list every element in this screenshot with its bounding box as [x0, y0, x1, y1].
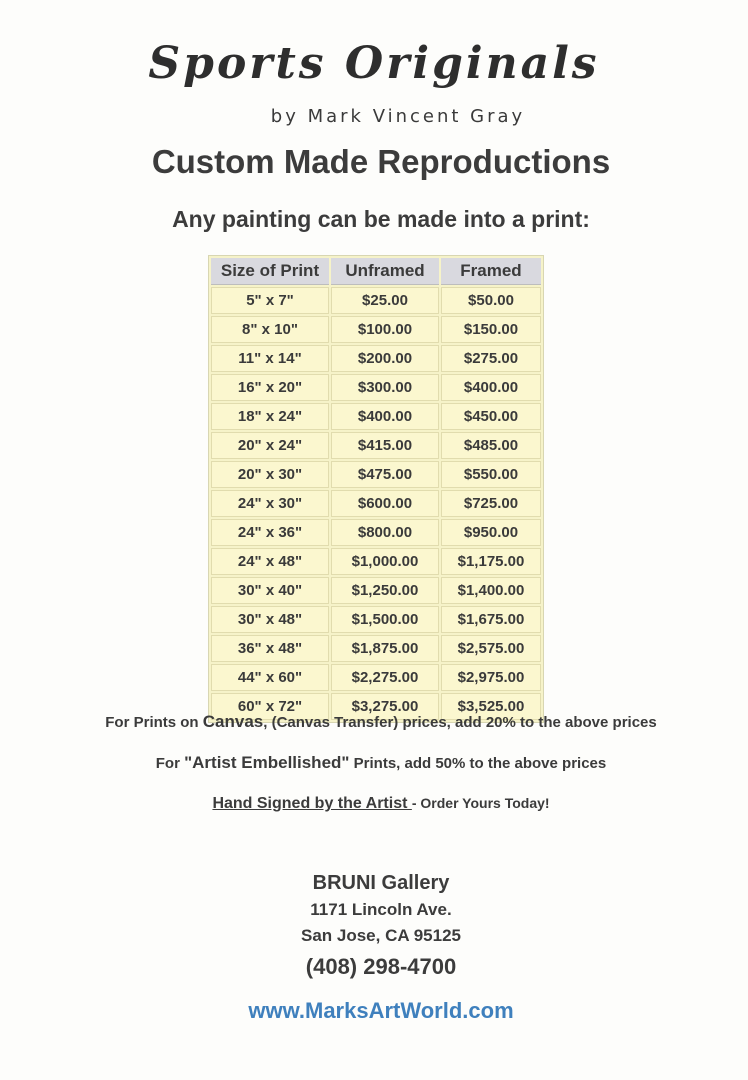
- cell-size: 5" x 7": [211, 287, 329, 314]
- cell-size: 24" x 30": [211, 490, 329, 517]
- column-header-framed: Framed: [441, 258, 541, 285]
- gallery-contact: [0, 872, 748, 984]
- cell-size: 60" x 72": [211, 693, 329, 720]
- cell-unframed: $415.00: [331, 432, 439, 459]
- cell-size: 30" x 40": [211, 577, 329, 604]
- cell-framed: $2,975.00: [441, 664, 541, 691]
- table-row: [211, 548, 541, 575]
- price-table-body: [211, 287, 541, 720]
- table-row: [211, 287, 541, 314]
- gallery-street: 1171 Lincoln Ave.: [310, 900, 452, 919]
- table-header-row: [211, 258, 541, 285]
- canvas-note: [0, 712, 748, 732]
- column-header-size: Size of Print: [211, 258, 329, 285]
- cell-framed: $1,400.00: [441, 577, 541, 604]
- order-today-text: - Order Yours Today!: [411, 795, 550, 811]
- cell-unframed: $475.00: [331, 461, 439, 488]
- table-row: [211, 316, 541, 343]
- website-link[interactable]: www.MarksArtWorld.com: [248, 998, 514, 1023]
- cell-framed: $1,175.00: [441, 548, 541, 575]
- cell-framed: $150.00: [441, 316, 541, 343]
- subheadline: Any painting can be made into a print:: [172, 206, 590, 232]
- cell-size: 24" x 48": [211, 548, 329, 575]
- table-row: [211, 635, 541, 662]
- cell-unframed: $3,275.00: [331, 693, 439, 720]
- cell-unframed: $800.00: [331, 519, 439, 546]
- cell-framed: $950.00: [441, 519, 541, 546]
- cell-framed: $50.00: [441, 287, 541, 314]
- price-table: [208, 255, 544, 723]
- cell-size: 8" x 10": [211, 316, 329, 343]
- table-row: [211, 577, 541, 604]
- signed-note: [0, 795, 748, 813]
- cell-size: 44" x 60": [211, 664, 329, 691]
- canvas-note-prefix: For Prints on: [105, 714, 203, 731]
- logo-title: Sports Originals: [148, 38, 600, 89]
- cell-unframed: $300.00: [331, 374, 439, 401]
- cell-unframed: $2,275.00: [331, 664, 439, 691]
- cell-framed: $450.00: [441, 403, 541, 430]
- headline: Custom Made Reproductions: [151, 143, 611, 180]
- byline: by Mark Vincent Gray: [270, 106, 526, 127]
- cell-size: 20" x 30": [211, 461, 329, 488]
- cell-unframed: $100.00: [331, 316, 439, 343]
- hand-signed-text: Hand Signed by the Artist: [212, 795, 412, 812]
- cell-framed: $725.00: [441, 490, 541, 517]
- embellished-note-prefix: For: [155, 755, 185, 772]
- cell-size: 18" x 24": [211, 403, 329, 430]
- column-header-unframed: Unframed: [331, 258, 439, 285]
- table-row: [211, 345, 541, 372]
- canvas-note-emphasis: Canvas: [202, 712, 264, 731]
- table-row: [211, 461, 541, 488]
- cell-size: 24" x 36": [211, 519, 329, 546]
- cell-framed: $275.00: [441, 345, 541, 372]
- table-row: [211, 403, 541, 430]
- table-row: [211, 519, 541, 546]
- embellished-note: [0, 753, 748, 773]
- cell-framed: $2,575.00: [441, 635, 541, 662]
- gallery-phone: (408) 298-4700: [305, 954, 457, 979]
- cell-unframed: $1,500.00: [331, 606, 439, 633]
- cell-unframed: $1,875.00: [331, 635, 439, 662]
- embellished-note-emphasis: "Artist Embellished": [184, 753, 350, 772]
- table-row: [211, 606, 541, 633]
- canvas-note-suffix: , (Canvas Transfer) prices, add 20% to the above prices: [263, 714, 657, 731]
- cell-unframed: $25.00: [331, 287, 439, 314]
- cell-size: 20" x 24": [211, 432, 329, 459]
- table-row: [211, 432, 541, 459]
- gallery-city: San Jose, CA 95125: [300, 926, 461, 945]
- gallery-name: BRUNI Gallery: [312, 872, 450, 894]
- table-row: [211, 490, 541, 517]
- cell-unframed: $600.00: [331, 490, 439, 517]
- cell-size: 30" x 48": [211, 606, 329, 633]
- cell-framed: $485.00: [441, 432, 541, 459]
- cell-unframed: $400.00: [331, 403, 439, 430]
- cell-size: 16" x 20": [211, 374, 329, 401]
- cell-unframed: $200.00: [331, 345, 439, 372]
- table-row: [211, 374, 541, 401]
- cell-framed: $1,675.00: [441, 606, 541, 633]
- cell-size: 36" x 48": [211, 635, 329, 662]
- cell-framed: $400.00: [441, 374, 541, 401]
- cell-size: 11" x 14": [211, 345, 329, 372]
- cell-unframed: $1,000.00: [331, 548, 439, 575]
- table-row: [211, 664, 541, 691]
- embellished-note-suffix: Prints, add 50% to the above prices: [349, 755, 607, 772]
- cell-unframed: $1,250.00: [331, 577, 439, 604]
- cell-framed: $550.00: [441, 461, 541, 488]
- cell-framed: $3,525.00: [441, 693, 541, 720]
